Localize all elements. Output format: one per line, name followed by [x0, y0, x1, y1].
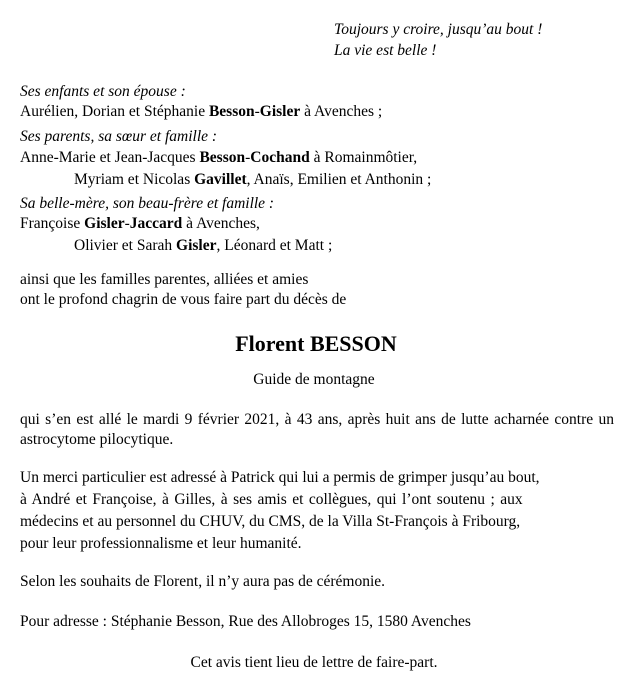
closing-line: Cet avis tient lieu de lettre de faire-part.	[190, 654, 438, 671]
parents-line-2: Myriam et Nicolas Gavillet, Anaïs, Emilien et Anthonin ;	[74, 171, 432, 188]
deceased-name: Florent BESSON	[235, 331, 397, 356]
children-heading: Ses enfants et son épouse :	[20, 83, 186, 100]
passing-paragraph: qui s’en est allé le mardi 9 février 2021, à 43 ans, après huit ans de lutte acharnée contre un astrocytome pilocytique.	[20, 411, 614, 448]
address-line: Pour adresse : Stéphanie Besson, Rue des Allobroges 15, 1580 Avenches	[20, 613, 471, 630]
thanks-line-2: à André et Françoise, à Gilles, à ses amis et collègues, qui l’ont soutenu ; aux	[20, 491, 523, 508]
parents-line-1: Anne-Marie et Jean-Jacques Besson-Cochand à Romainmôtier,	[20, 149, 418, 166]
announcement-line-1: ainsi que les familles parentes, alliées et amies	[20, 271, 309, 288]
thanks-line-3: médecins et au personnel du CHUV, du CMS, de la Villa St-François à Fribourg,	[20, 513, 521, 530]
inlaws-line-1: Françoise Gisler-Jaccard à Avenches,	[20, 215, 260, 232]
announcement-line-2: ont le profond chagrin de vous faire part du décès de	[20, 291, 347, 308]
parents-heading: Ses parents, sa sœur et famille :	[20, 128, 218, 145]
ceremony-line: Selon les souhaits de Florent, il n’y aura pas de cérémonie.	[20, 573, 386, 590]
deceased-profession: Guide de montagne	[253, 371, 375, 388]
children-line: Aurélien, Dorian et Stéphanie Besson-Gisler à Avenches ;	[20, 103, 383, 120]
inlaws-heading: Sa belle-mère, son beau-frère et famille :	[20, 195, 275, 212]
motto-line-2: La vie est belle !	[334, 42, 437, 59]
motto-line-1: Toujours y croire, jusqu’au bout !	[334, 21, 543, 38]
inlaws-line-2: Olivier et Sarah Gisler, Léonard et Matt ;	[74, 237, 333, 254]
thanks-line-4: pour leur professionnalisme et leur humanité.	[20, 535, 302, 552]
thanks-line-1: Un merci particulier est adressé à Patrick qui lui a permis de grimper jusqu’au bout,	[20, 469, 540, 486]
